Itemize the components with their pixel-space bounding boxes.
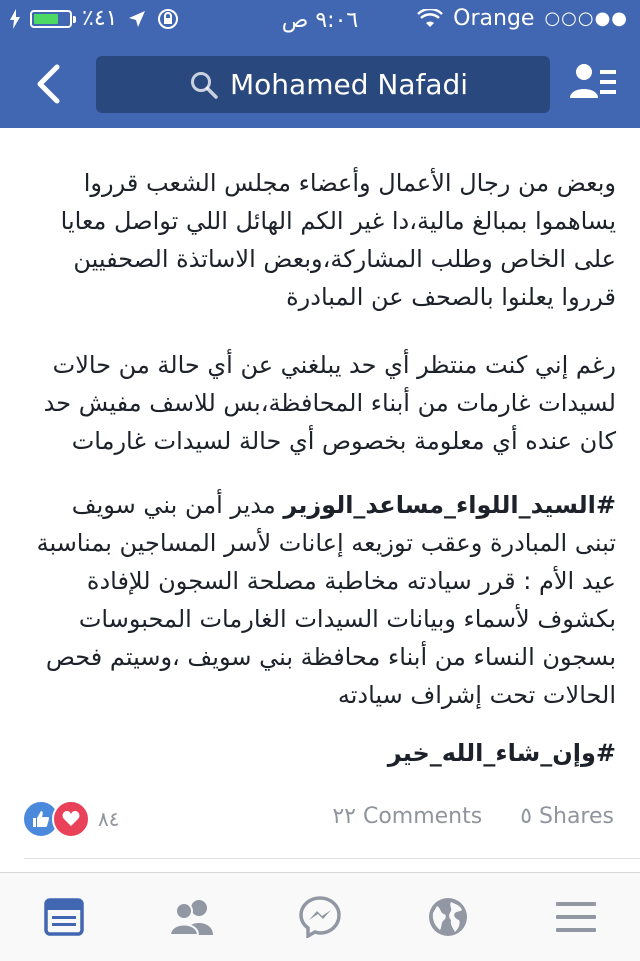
groups-icon xyxy=(169,899,215,935)
reactions-summary[interactable] xyxy=(22,800,119,838)
back-button[interactable] xyxy=(26,56,70,112)
menu-icon xyxy=(556,900,596,934)
post-paragraph: وبعض من رجال الأعمال وأعضاء مجلس الشعب قرروا يساهموا بمبالغ مالية،دا غير الكم الهائل اللي تواصل معايا على الخاص وطلب المشاركة،وبعض الاساتذة الصحفيين قرروا يعلنوا بالصحف عن المبادرة xyxy=(60,169,616,311)
friend-requests-icon xyxy=(570,62,618,102)
globe-icon xyxy=(427,896,469,938)
wifi-icon xyxy=(417,9,443,29)
signal-strength: ○○○●● xyxy=(544,8,628,29)
post-paragraph: رغم إني كنت منتظر أي حد يبلغني عن أي حالة من حالات لسيدات غارمات من أبناء المحافظة،بس للاسف مفيش حد كان عنده أي معلومة بخصوص أي حالة لسيدات غارمات xyxy=(43,351,616,455)
tab-news-feed[interactable] xyxy=(36,891,92,943)
nav-row xyxy=(0,40,640,128)
search-field[interactable] xyxy=(96,56,550,113)
closing-hashtag[interactable]: #وإن_شاء_الله_خير xyxy=(387,739,616,767)
friend-requests-button[interactable] xyxy=(570,62,618,106)
status-time: ٩:٠٦ ص xyxy=(281,8,359,33)
news-feed-icon xyxy=(44,898,84,936)
search-query: Mohamed Nafadi xyxy=(230,68,469,101)
status-bar xyxy=(0,0,640,40)
love-reaction-icon xyxy=(52,800,90,838)
post-paragraph xyxy=(0,486,640,714)
status-right xyxy=(417,6,628,31)
carrier-name: Orange xyxy=(453,6,535,31)
reaction-count: ٨٤ xyxy=(98,807,120,831)
hashtag-link[interactable]: #السيد_اللواء_مساعد_الوزير xyxy=(283,491,616,519)
engagement-counts xyxy=(332,804,614,829)
tab-more-menu[interactable] xyxy=(548,891,604,943)
comments-count-link[interactable]: ٢٢ Comments xyxy=(332,804,483,829)
tab-notifications[interactable] xyxy=(420,891,476,943)
tab-messenger[interactable] xyxy=(292,891,348,943)
bottom-tab-bar xyxy=(0,872,640,961)
tab-groups[interactable] xyxy=(164,891,220,943)
back-arrow-icon xyxy=(35,64,61,104)
post-content xyxy=(0,128,640,864)
divider xyxy=(24,858,640,859)
search-icon xyxy=(190,71,218,99)
paragraph-text: مدير أمن بني سويف تبنى المبادرة وعقب توزيعه إعانات لأسر المساجين بمناسبة عيد الأم : قرر سيادته مخاطبة مصلحة السجون للإفادة بكشوف لأسماء وبيانات السيدات الغارمات المحبوسات بسجون النساء من أبناء محافظة بني سويف ،وسيتم فحص الحالات تحت إشراف سيادته xyxy=(36,491,616,709)
battery-percent: ٪٤١ xyxy=(82,6,118,31)
messenger-icon xyxy=(299,896,341,938)
shares-count-link[interactable]: ٥ Shares xyxy=(520,804,614,829)
top-bar xyxy=(0,0,640,128)
